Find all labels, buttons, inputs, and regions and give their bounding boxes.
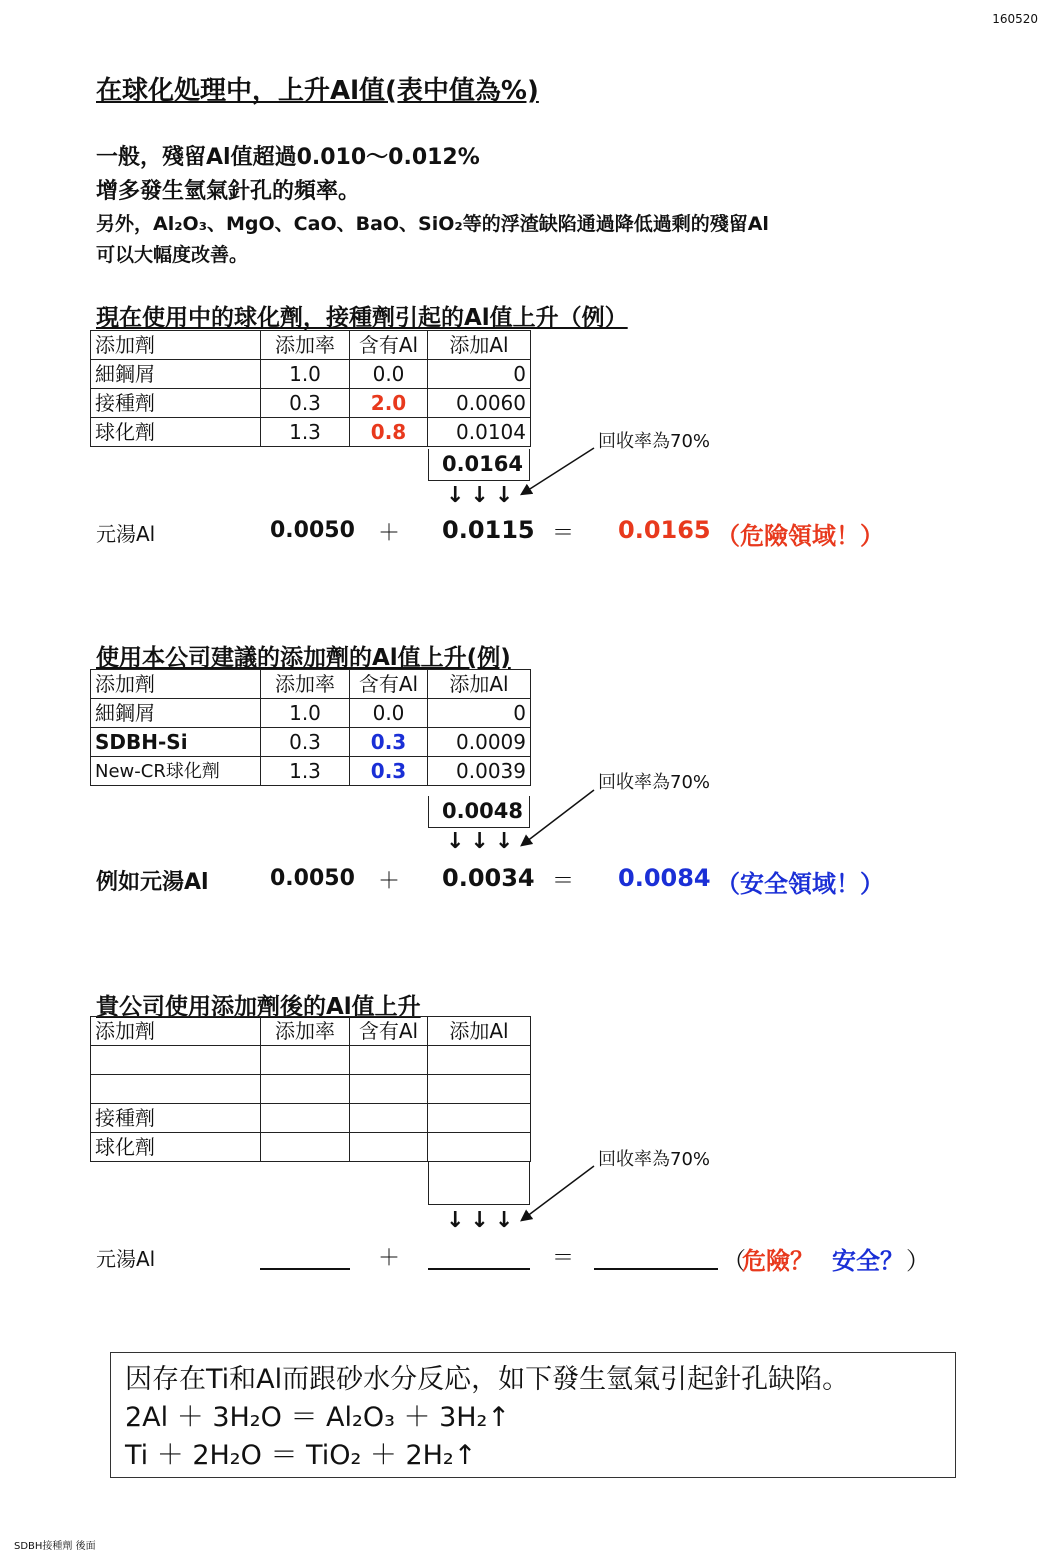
section1-total: 0.0164: [428, 449, 530, 481]
row-name: 球化劑: [91, 418, 261, 447]
row-rate: 0.3: [261, 728, 350, 757]
row-rate: 1.3: [261, 757, 350, 786]
row-name: 接種劑: [91, 1104, 261, 1133]
equals-sign: ＝: [552, 869, 575, 894]
header-added-al: 添加Al: [428, 1017, 531, 1046]
down-arrows-icon: ↓↓↓: [446, 1208, 520, 1233]
section2-calc-result: 0.0084: [618, 864, 711, 892]
verdict-close-paren: ）: [906, 1247, 930, 1275]
verdict-safe: 安全？: [832, 1247, 904, 1275]
header-additive: 添加劑: [91, 331, 261, 360]
pointer-arrow-3: [522, 1166, 594, 1220]
row-rate: 1.0: [261, 360, 350, 389]
row-added: 0: [428, 699, 531, 728]
intro-line-2: 增多發生氫氣針孔的頻率。: [96, 179, 361, 204]
plus-sign: ＋: [378, 521, 401, 546]
header-al-content: 含有Al: [350, 670, 428, 699]
equals-sign: ＝: [552, 1246, 575, 1271]
section2-calc-base: 0.0050: [270, 866, 355, 891]
section2-calc-added: 0.0034: [442, 864, 535, 892]
row-name: 球化劑: [91, 1133, 261, 1162]
page-title: 在球化処理中，上升Al值(表中值為%): [96, 76, 539, 106]
row-added: 0.0009: [428, 728, 531, 757]
section1-title: 現在使用中的球化劑，接種劑引起的Al值上升（例）: [96, 305, 628, 331]
row-name: 細鋼屑: [91, 699, 261, 728]
row-added: 0.0060: [428, 389, 531, 418]
header-additive: 添加劑: [91, 1017, 261, 1046]
row-al-highlight: 0.3: [350, 728, 428, 757]
row-added: 0: [428, 360, 531, 389]
row-al: 0.0: [350, 360, 428, 389]
section3-title: 貴公司使用添加劑後的Al值上升: [96, 994, 421, 1020]
section3-recovery-note: 回收率為70%: [598, 1149, 711, 1170]
row-rate: 1.0: [261, 699, 350, 728]
header-rate: 添加率: [261, 1017, 350, 1046]
pointer-arrow-1: [522, 448, 594, 494]
verdict-open-paren: （: [722, 1247, 746, 1275]
section2-recovery-note: 回收率為70%: [598, 772, 711, 793]
down-arrows-icon: ↓↓↓: [446, 829, 520, 854]
section1-calc-result: 0.0165: [618, 516, 711, 544]
intro-line-1: 一般，殘留Al值超過0.010～0.012%: [96, 145, 480, 170]
row-al-highlight: 2.0: [350, 389, 428, 418]
header-added-al: 添加Al: [428, 670, 531, 699]
footer-label: SDBH接種劑 後面: [14, 1541, 96, 1552]
section2-total: 0.0048: [428, 796, 530, 828]
section3-calc-label: 元湯Al: [96, 1247, 156, 1271]
row-name: 細鋼屑: [91, 360, 261, 389]
row-name: SDBH-Si: [91, 728, 261, 757]
header-additive: 添加劑: [91, 670, 261, 699]
verdict-danger: 危險？: [742, 1247, 814, 1275]
section1-calc-label: 元湯Al: [96, 522, 156, 546]
row-al-highlight: 0.8: [350, 418, 428, 447]
row-added: 0.0039: [428, 757, 531, 786]
header-al-content: 含有Al: [350, 331, 428, 360]
note-line-2: 2Al ＋ 3H₂O ＝ Al₂O₃ ＋ 3H₂↑: [125, 1402, 511, 1433]
section1-verdict: （危險領域！）: [716, 522, 884, 550]
down-arrows-icon: ↓↓↓: [446, 483, 520, 508]
header-added-al: 添加Al: [428, 331, 531, 360]
row-al-highlight: 0.3: [350, 757, 428, 786]
equals-sign: ＝: [552, 521, 575, 546]
header-al-content: 含有Al: [350, 1017, 428, 1046]
row-name: 接種劑: [91, 389, 261, 418]
row-al: 0.0: [350, 699, 428, 728]
row-name: New-CR球化劑: [91, 757, 261, 786]
section1-recovery-note: 回收率為70%: [598, 431, 711, 452]
row-added: 0.0104: [428, 418, 531, 447]
section2-calc-label: 例如元湯Al: [96, 870, 209, 895]
pointer-arrow-2: [522, 790, 594, 845]
section2-title: 使用本公司建議的添加劑的Al值上升(例): [96, 645, 511, 671]
intro-line-3: 另外，Al₂O₃、MgO、CaO、BaO、SiO₂等的浮渣缺陷通過降低過剩的殘留Al: [96, 213, 769, 235]
plus-sign: ＋: [378, 1246, 401, 1271]
header-rate: 添加率: [261, 331, 350, 360]
note-line-1: 因存在Ti和Al而跟砂水分反応，如下發生氫氣引起針孔缺陷。: [125, 1364, 850, 1395]
header-rate: 添加率: [261, 670, 350, 699]
row-rate: 1.3: [261, 418, 350, 447]
intro-line-4: 可以大幅度改善。: [96, 244, 249, 266]
row-rate: 0.3: [261, 389, 350, 418]
section1-calc-base: 0.0050: [270, 518, 355, 543]
section2-verdict: （安全領域！）: [716, 870, 884, 898]
plus-sign: ＋: [378, 869, 401, 894]
section1-calc-added: 0.0115: [442, 516, 535, 544]
note-line-3: Ti ＋ 2H₂O ＝ TiO₂ ＋ 2H₂↑: [125, 1440, 477, 1471]
document-code: 160520: [992, 12, 1038, 26]
